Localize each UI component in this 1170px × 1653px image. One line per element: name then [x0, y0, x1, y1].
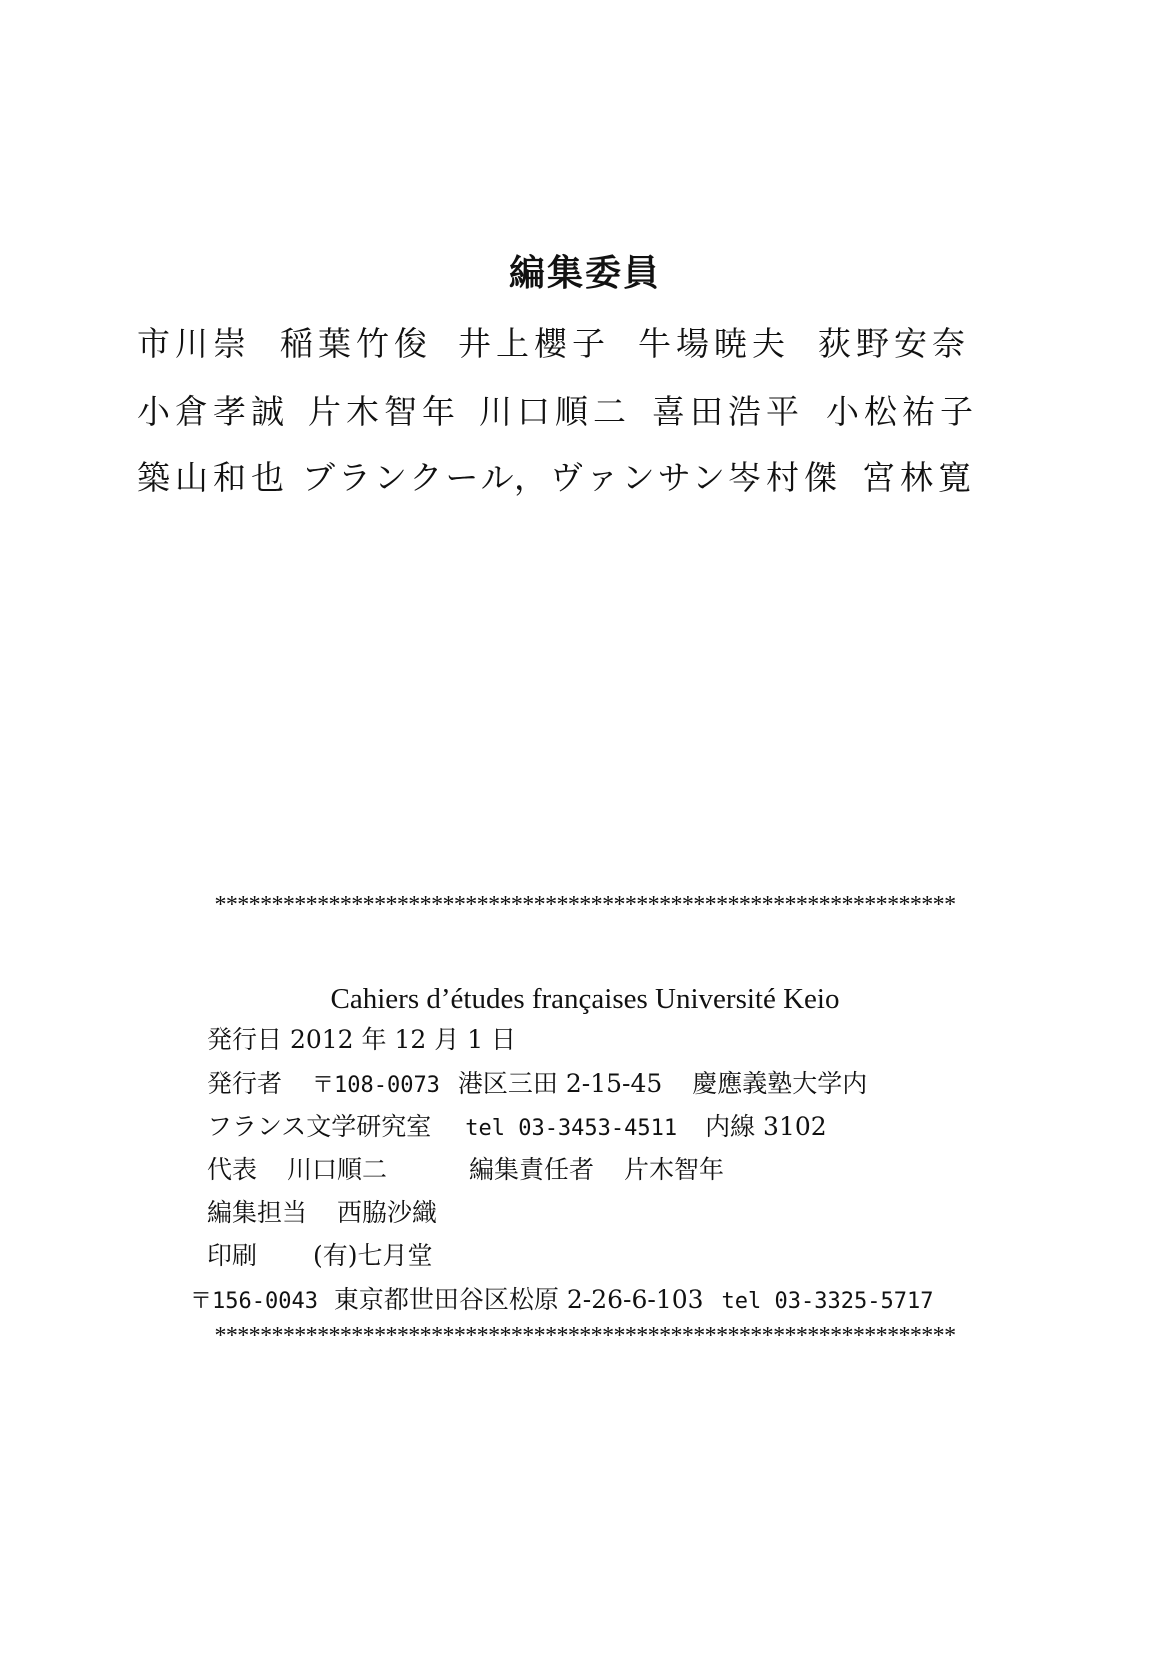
colophon-publisher [207, 1064, 867, 1100]
editorial-row-1 [0, 318, 1170, 364]
editorial-row-3 [0, 452, 1170, 498]
colophon-printer-address [190, 1280, 933, 1316]
separator-top: ***************************************************************** [214, 892, 956, 918]
department-tel: tel 03-3453-4511 [465, 1116, 678, 1141]
publisher-org: 慶應義塾大学内 [692, 1069, 868, 1098]
member-name: 市川崇 [137, 324, 251, 363]
colophon-department [207, 1107, 827, 1143]
printing-label: 印刷 [207, 1241, 258, 1270]
printing-name: (有)七月堂 [312, 1241, 433, 1270]
editor-name: 片木智年 [623, 1155, 724, 1184]
member-name: 片木智年 [308, 392, 460, 431]
colophon-editing [207, 1193, 437, 1229]
member-name: 築山和也 [137, 458, 289, 497]
member-name: 荻野安奈 [818, 324, 970, 363]
publisher-address: 港区三田 2-15-45 [457, 1069, 663, 1098]
editorial-board-title: 編集委員 [508, 252, 661, 294]
member-name: 宮林寛 [862, 458, 976, 497]
date-value: 2012 年 12 月 1 日 [289, 1025, 517, 1054]
printer-postal-code: 〒156-0043 [190, 1289, 318, 1314]
department-extension: 内線 3102 [705, 1112, 827, 1141]
editing-name: 西脇沙織 [336, 1198, 437, 1227]
colophon-date [207, 1020, 516, 1056]
member-name: 井上櫻子 [458, 324, 610, 363]
member-name: 喜田浩平 [652, 392, 804, 431]
representative-label: 代表 [207, 1155, 258, 1184]
member-name: 岑村傑 [728, 458, 842, 497]
member-name: 小倉孝誠 [137, 392, 289, 431]
editor-label: 編集責任者 [469, 1155, 595, 1184]
department-name: フランス文学研究室 [207, 1112, 432, 1141]
separator-bottom: ***************************************************************** [214, 1323, 956, 1349]
printer-tel: tel 03-3325-5717 [721, 1289, 934, 1314]
date-label: 発行日 [207, 1025, 283, 1054]
postal-code: 〒108-0073 [311, 1073, 440, 1098]
colophon-representative [207, 1150, 387, 1186]
printer-address: 東京都世田谷区松原 2-26-6-103 [333, 1285, 704, 1314]
member-name: 小松祐子 [826, 392, 978, 431]
member-name: 川口順二 [479, 392, 631, 431]
colophon-editor-in-charge [469, 1150, 724, 1186]
member-name: 稲葉竹俊 [280, 324, 432, 363]
member-name: ブランクール，ヴァンサン [302, 458, 729, 497]
publisher-label: 発行者 [207, 1069, 283, 1098]
editorial-row-2 [0, 386, 1170, 432]
editing-label: 編集担当 [207, 1198, 308, 1227]
representative-name: 川口順二 [286, 1155, 387, 1184]
colophon-printing [207, 1236, 432, 1272]
member-name: 牛場暁夫 [638, 324, 790, 363]
journal-title: Cahiers d’études françaises Université Keio [330, 983, 840, 1015]
